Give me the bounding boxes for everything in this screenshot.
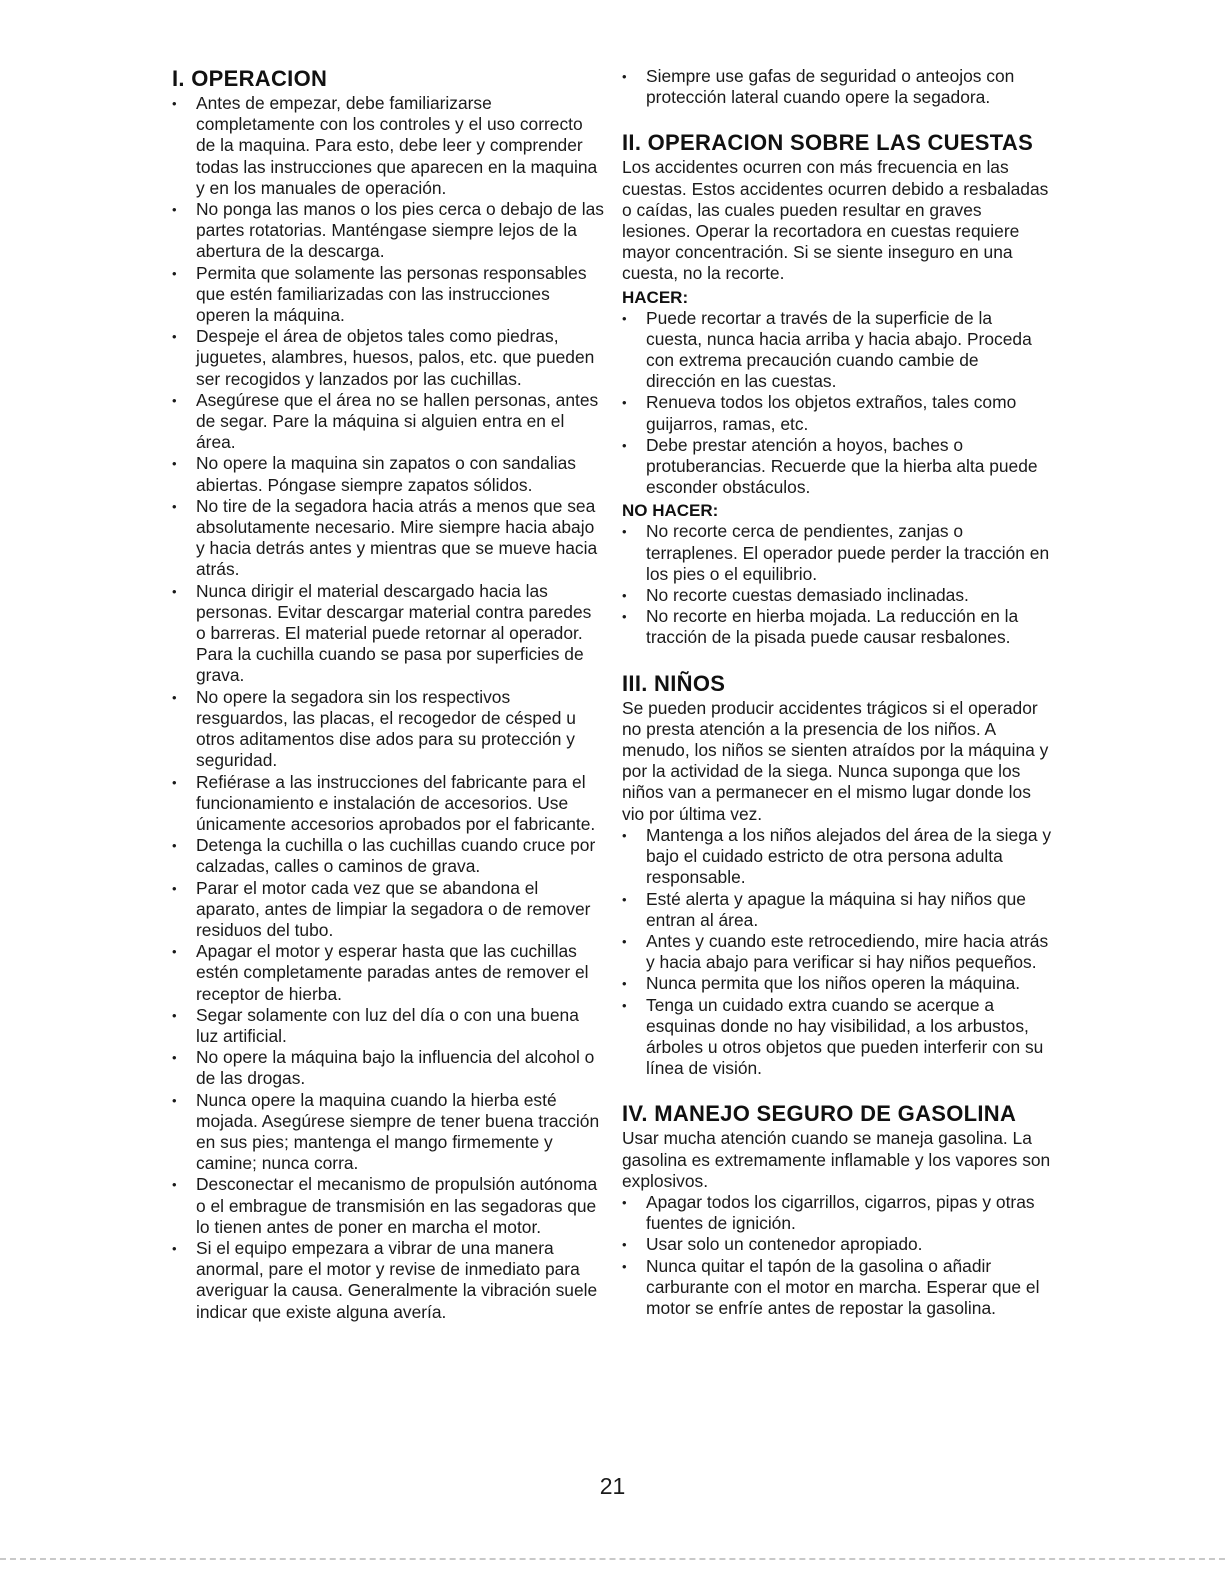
section-title-ninos: III. NIÑOS (622, 670, 726, 696)
list-item: • No ponga las manos o los pies cerca o debajo de las partes rotatorias. Manténgase siempre lejos de la abertura de la descarga. (172, 199, 604, 263)
list-item: • No recorte cuestas demasiado inclinadas. (622, 585, 1052, 606)
list-item: • Debe prestar atención a hoyos, baches o protuberancias. Recuerde que la hierba alta puede esconder obstáculos. (622, 435, 1052, 499)
section-cuestas (622, 130, 1052, 648)
list-item: • Nunca permita que los niños operen la máquina. (622, 973, 1052, 994)
list-item: • Detenga la cuchilla o las cuchillas cuando cruce por calzadas, calles o caminos de grava. (172, 835, 604, 877)
operacion-list-continued (622, 66, 1052, 108)
list-item: • Usar solo un contenedor apropiado. (622, 1234, 1052, 1255)
list-item: • Puede recortar a través de la superficie de la cuesta, nunca hacia arriba y hacia abajo. Proceda con extrema precaución cuando cambie de dirección en las cuestas. (622, 308, 1052, 393)
subheading-hacer: HACER: (622, 287, 689, 307)
list-item: • Desconectar el mecanismo de propulsión autónoma o el embrague de transmisión en las segadoras que lo tienen antes de poner en marcha el motor. (172, 1174, 604, 1238)
list-item: • Nunca quitar el tapón de la gasolina o añadir carburante con el motor en marcha. Esperar que el motor se enfríe antes de repostar la gasolina. (622, 1256, 1052, 1320)
right-column (622, 66, 1052, 1319)
list-item: • No recorte en hierba mojada. La reducción en la tracción de la pisada puede causar resbalones. (622, 606, 1052, 648)
list-item: • Tenga un cuidado extra cuando se acerque a esquinas donde no hay visibilidad, a los arbustos, árboles u otros objetos que pueden interferir con su línea de visión. (622, 995, 1052, 1080)
list-item: • Refiérase a las instrucciones del fabricante para el funcionamiento e instalación de accesorios. Use únicamente accesorios aprobados por el fabricante. (172, 772, 604, 836)
list-item: • No opere la máquina bajo la influencia del alcohol o de las drogas. (172, 1047, 604, 1089)
list-item: • Renueva todos los objetos extraños, tales como guijarros, ramas, etc. (622, 392, 1052, 434)
section-title-gasolina: IV. MANEJO SEGURO DE GASOLINA (622, 1101, 1017, 1127)
bottom-divider (0, 1558, 1225, 1560)
list-item: • Mantenga a los niños alejados del área de la siega y bajo el cuidado estricto de otra persona adulta responsable. (622, 825, 1052, 889)
section-intro: Usar mucha atención cuando se maneja gasolina. La gasolina es extremamente inflamable y los vapores son explosivos. (622, 1128, 1051, 1191)
list-item: • Asegúrese que el área no se hallen personas, antes de segar. Pare la máquina si alguien entra en el área. (172, 390, 604, 454)
list-item: • Nunca opere la maquina cuando la hierba esté mojada. Asegúrese siempre de tener buena tracción en sus pies; mantenga el mango firmemente y camine; nunca corra. (172, 1090, 604, 1175)
ninos-list (622, 825, 1052, 1079)
list-item: • No opere la maquina sin zapatos o con sandalias abiertas. Póngase siempre zapatos sólidos. (172, 453, 604, 495)
no-hacer-list (622, 521, 1052, 648)
list-item: • Nunca dirigir el material descargado hacia las personas. Evitar descargar material contra paredes o barreras. El material puede retornar al operador. Para la cuchilla cuando se pasa por superficies de grava. (172, 581, 604, 687)
list-item: • Segar solamente con luz del día o con una buena luz artificial. (172, 1005, 604, 1047)
list-item: • Permita que solamente las personas responsables que estén familiarizadas con las instrucciones operen la máquina. (172, 263, 604, 327)
section-title-cuestas: II. OPERACION SOBRE LAS CUESTAS (622, 130, 1034, 156)
section-gasolina (622, 1101, 1052, 1319)
operacion-list (172, 93, 604, 1323)
list-item: • Parar el motor cada vez que se abandona el aparato, antes de limpiar la segadora o de remover residuos del tubo. (172, 878, 604, 942)
section-intro: Se pueden producir accidentes trágicos si el operador no presta atención a la presencia de los niños. A menudo, los niños se sienten atraídos por la máquina y por la actividad de la siega. Nunca suponga que los niños van a permanecer en el mismo lugar donde los vio por última vez. (622, 697, 1049, 824)
list-item: • No tire de la segadora hacia atrás a menos que sea absolutamente necesario. Mire siempre hacia abajo y hacia detrás antes y mientras que se mueve hacia atrás. (172, 496, 604, 581)
list-item: • Siempre use gafas de seguridad o anteojos con protección lateral cuando opere la segadora. (622, 66, 1052, 108)
left-column (172, 66, 604, 1323)
list-item: • No recorte cerca de pendientes, zanjas o terraplenes. El operador puede perder la tracción en los pies o el equilibrio. (622, 521, 1052, 585)
section-intro: Los accidentes ocurren con más frecuencia en las cuestas. Estos accidentes ocurren debido a resbaladas o caídas, las cuales pueden resultar en graves lesiones. Operar la recortadora en cuestas requiere mayor concentración. Si se siente inseguro en una cuesta, no la recorte. (622, 157, 1049, 284)
list-item: • Despeje el área de objetos tales como piedras, juguetes, alambres, huesos, palos, etc. que pueden ser recogidos y lanzados por las cuchillas. (172, 326, 604, 390)
subheading-no-hacer: NO HACER: (622, 501, 719, 521)
list-item: • Antes y cuando este retrocediendo, mire hacia atrás y hacia abajo para verificar si hay niños pequeños. (622, 931, 1052, 973)
list-item: • Apagar el motor y esperar hasta que las cuchillas estén completamente paradas antes de remover el receptor de hierba. (172, 941, 604, 1005)
hacer-list (622, 308, 1052, 499)
list-item: • Apagar todos los cigarrillos, cigarros, pipas y otras fuentes de ignición. (622, 1192, 1052, 1234)
section-ninos (622, 671, 1052, 1080)
gasolina-list (622, 1192, 1052, 1319)
list-item: • Esté alerta y apague la máquina si hay niños que entran al área. (622, 889, 1052, 931)
list-item: • Si el equipo empezara a vibrar de una manera anormal, pare el motor y revise de inmediato para averiguar la causa. Generalmente la vibración suele indicar que existe alguna avería. (172, 1238, 604, 1323)
section-title-operacion: I. OPERACION (172, 66, 328, 91)
page-number: 21 (599, 1473, 626, 1499)
list-item: • Antes de empezar, debe familiarizarse completamente con los controles y el uso correcto de la maquina. Para esto, debe leer y comprender todas las instrucciones que aparecen en la maquina y en los manuales de operación. (172, 93, 604, 199)
list-item: • No opere la segadora sin los respectivos resguardos, las placas, el recogedor de césped u otros aditamentos dise ados para su protección y seguridad. (172, 687, 604, 772)
